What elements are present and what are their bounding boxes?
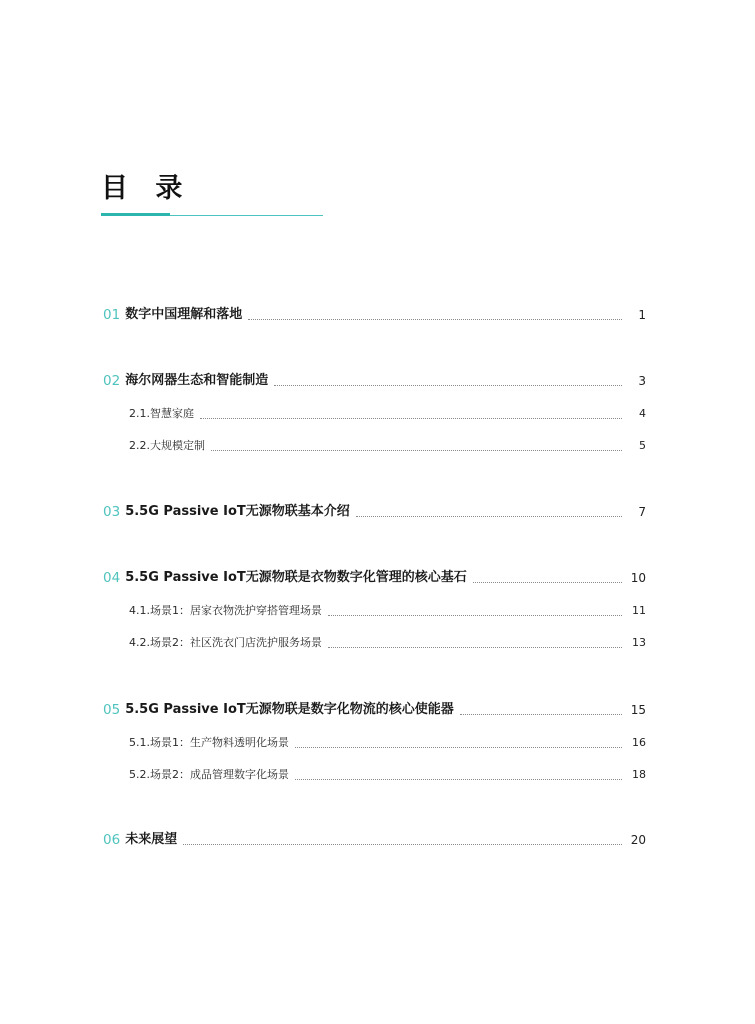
toc-entry-label: 数字中国理解和落地 xyxy=(125,307,243,322)
toc-entry-label: 未来展望 xyxy=(125,832,178,847)
toc-subentry[interactable] xyxy=(103,437,646,455)
toc-entry[interactable] xyxy=(103,569,646,587)
toc-entry[interactable] xyxy=(103,503,646,521)
toc-page-number: 18 xyxy=(632,768,646,781)
toc-page-number: 15 xyxy=(630,703,646,717)
toc-section-number: 04 xyxy=(103,570,121,586)
toc-leader-dots xyxy=(211,450,622,451)
toc-leader-dots xyxy=(356,516,622,517)
toc-section-number: 01 xyxy=(103,307,121,323)
toc-subentry[interactable] xyxy=(103,405,646,423)
toc-entry-label: 5.5G Passive IoT无源物联是衣物数字化管理的核心基石 xyxy=(125,570,467,585)
toc-leader-dots xyxy=(295,747,622,748)
toc-entry-label: 4.1.场景1：居家衣物洗护穿搭管理场景 xyxy=(129,604,322,617)
toc-section-number: 05 xyxy=(103,702,121,718)
toc-subentry[interactable] xyxy=(103,602,646,620)
toc-entry-label: 2.1.智慧家庭 xyxy=(129,407,194,420)
toc-page-number: 1 xyxy=(638,308,646,322)
toc-leader-dots xyxy=(274,385,622,386)
toc-entry-label: 海尔网器生态和智能制造 xyxy=(125,373,269,388)
toc-section-number: 06 xyxy=(103,832,121,848)
toc-section-number: 03 xyxy=(103,504,121,520)
toc-subentry[interactable] xyxy=(103,634,646,652)
toc-entry[interactable] xyxy=(103,701,646,719)
toc-page-number: 5 xyxy=(639,439,646,452)
toc-entry-label: 4.2.场景2：社区洗衣门店洗护服务场景 xyxy=(129,636,322,649)
toc-leader-dots xyxy=(200,418,622,419)
toc-leader-dots xyxy=(328,615,622,616)
toc-entry-label: 2.2.大规模定制 xyxy=(129,439,205,452)
toc-page-number: 16 xyxy=(632,736,646,749)
toc-leader-dots xyxy=(328,647,622,648)
toc-leader-dots xyxy=(248,319,622,320)
toc-entry[interactable] xyxy=(103,306,646,324)
toc-page-number: 20 xyxy=(630,833,646,847)
toc-leader-dots xyxy=(460,714,622,715)
toc-leader-dots xyxy=(295,779,622,780)
toc-entry[interactable] xyxy=(103,831,646,849)
toc-leader-dots xyxy=(473,582,622,583)
toc-leader-dots xyxy=(183,844,622,845)
page-title: 目 录 xyxy=(101,173,192,204)
title-underline-accent xyxy=(101,213,170,216)
toc-entry[interactable] xyxy=(103,372,646,390)
toc-page-number: 3 xyxy=(638,374,646,388)
toc-entry-label: 5.1.场景1：生产物料透明化场景 xyxy=(129,736,289,749)
toc-page-number: 7 xyxy=(638,505,646,519)
toc-page-number: 4 xyxy=(639,407,646,420)
toc-subentry[interactable] xyxy=(103,734,646,752)
toc-page-number: 11 xyxy=(632,604,646,617)
toc-entry-label: 5.5G Passive IoT无源物联是数字化物流的核心使能器 xyxy=(125,702,454,717)
toc-page-number: 10 xyxy=(630,571,646,585)
toc-page-number: 13 xyxy=(632,636,646,649)
toc-entry-label: 5.5G Passive IoT无源物联基本介绍 xyxy=(125,504,350,519)
toc-subentry[interactable] xyxy=(103,766,646,784)
toc-section-number: 02 xyxy=(103,373,121,389)
toc-entry-label: 5.2.场景2：成品管理数字化场景 xyxy=(129,768,289,781)
